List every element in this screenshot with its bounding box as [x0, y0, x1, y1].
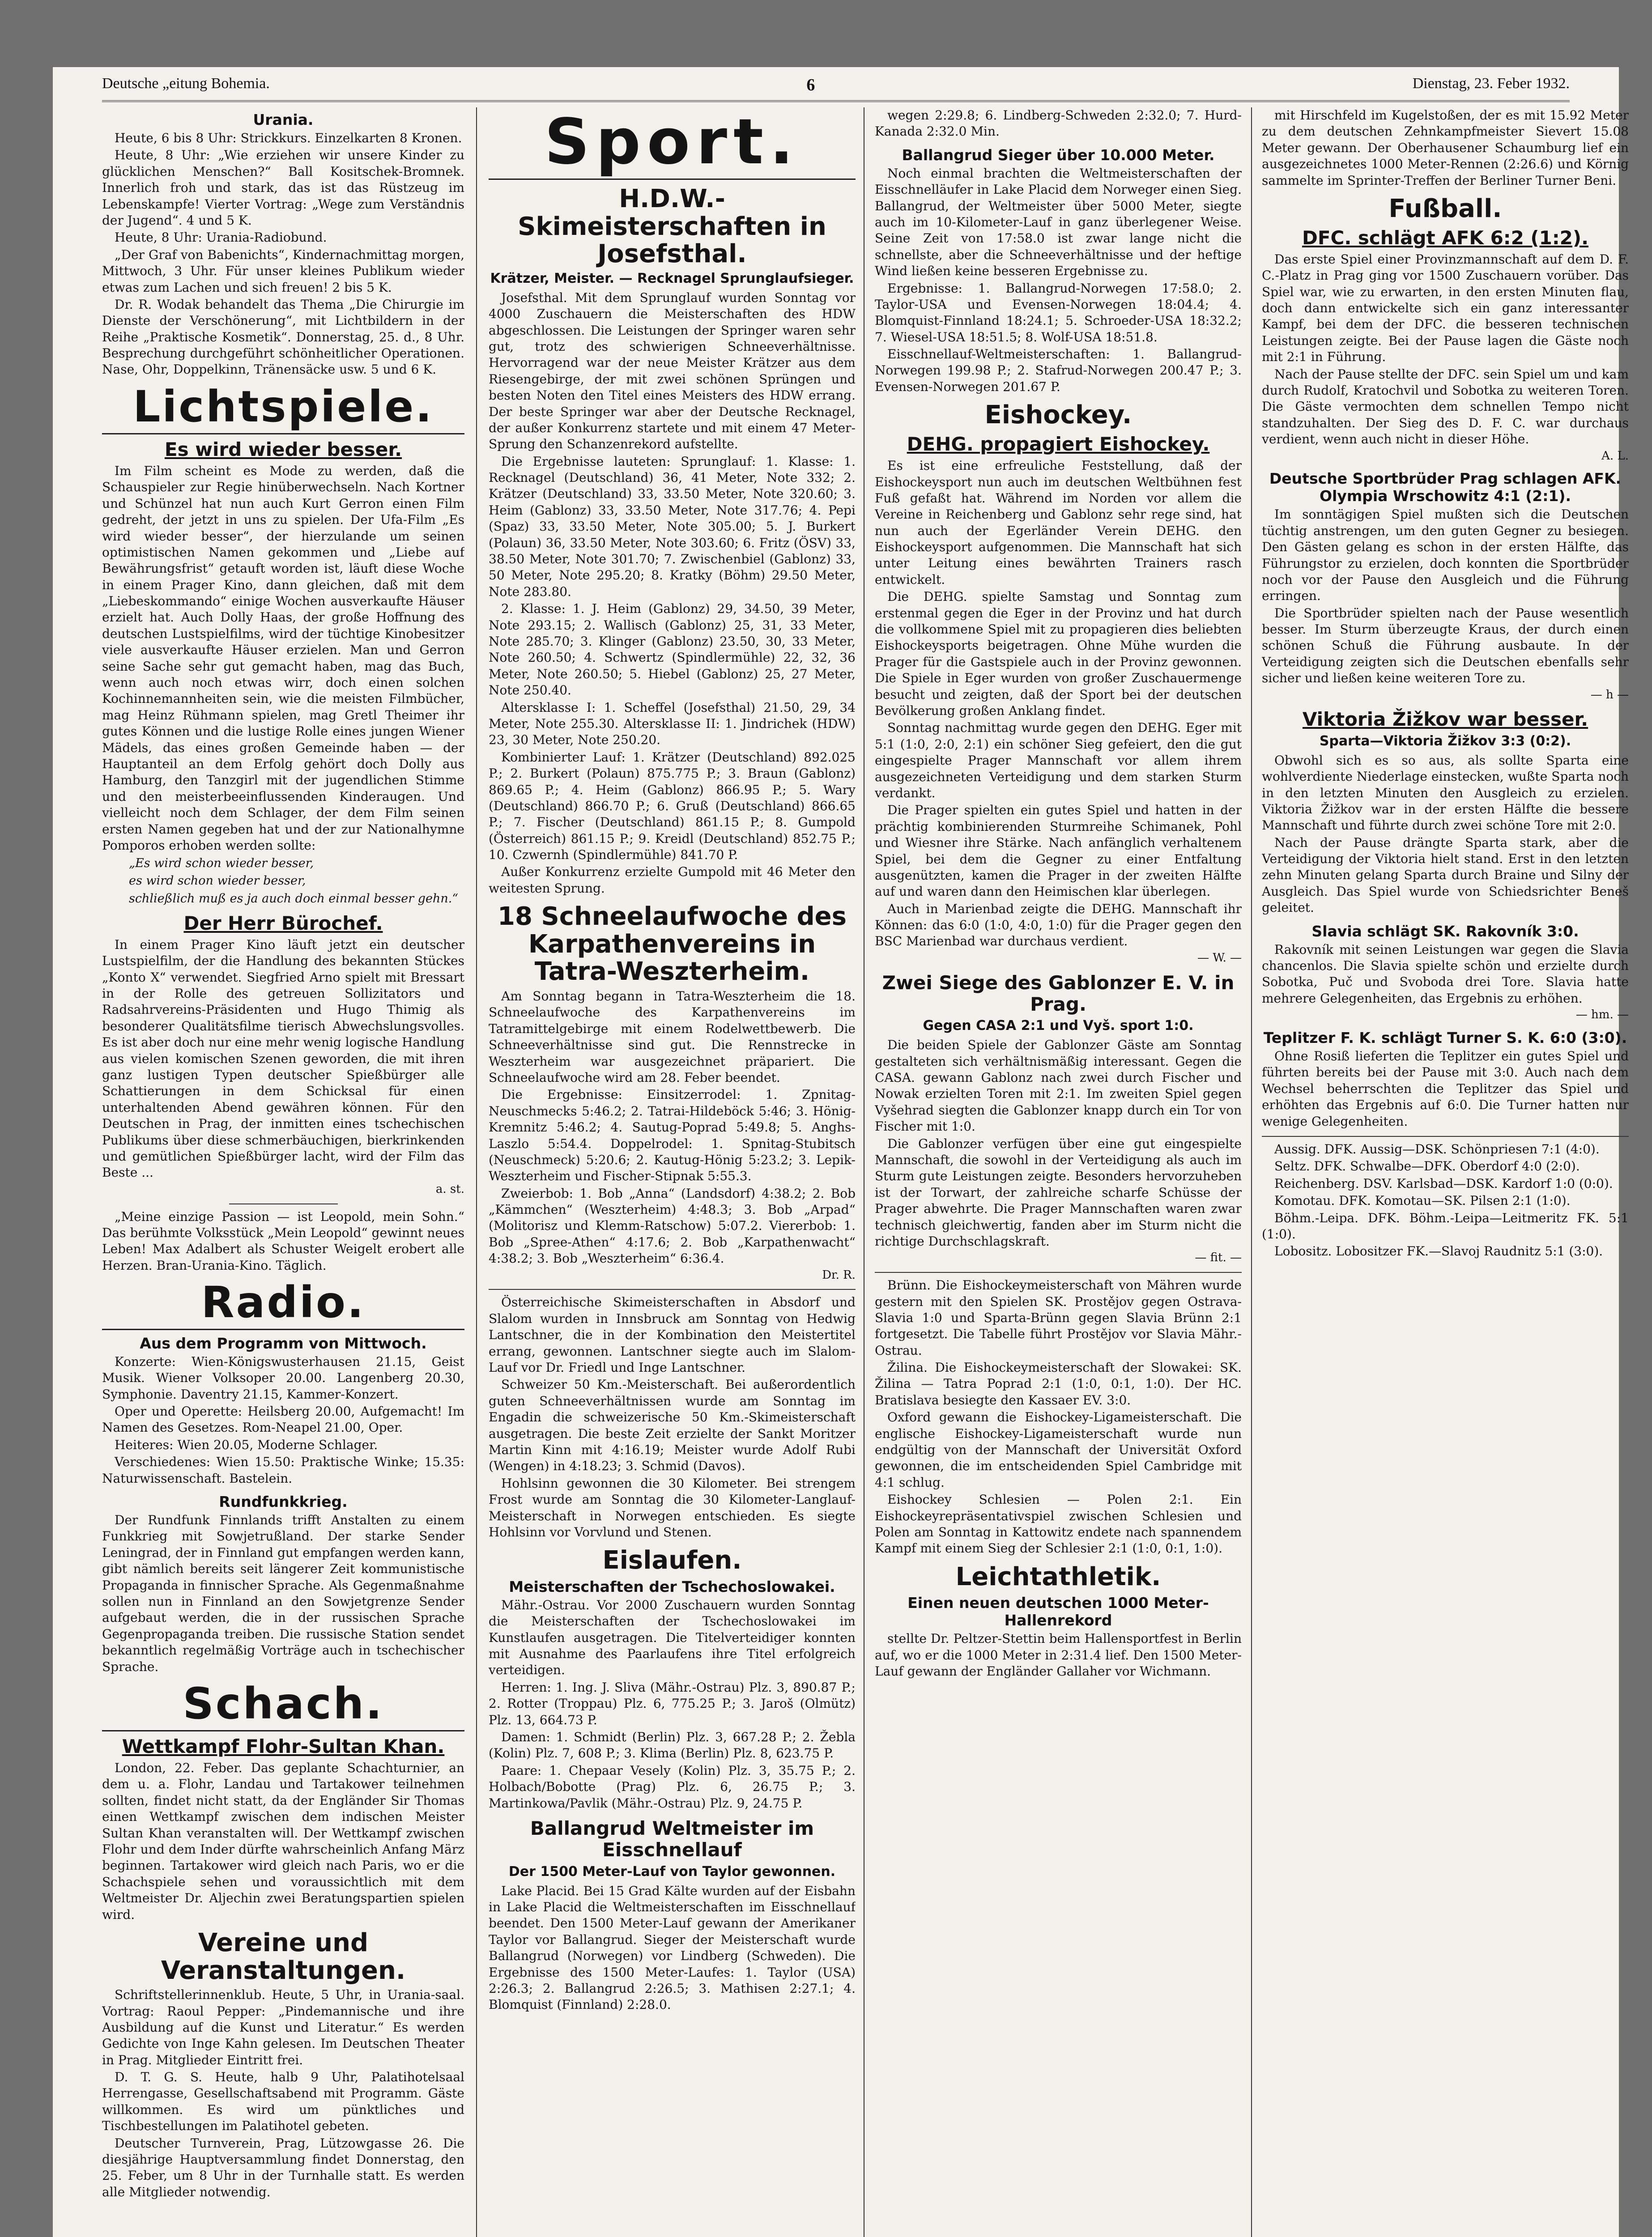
column-divider — [476, 107, 477, 2237]
page-number: 6 — [806, 76, 815, 94]
paragraph: Obwohl sich es so aus, als sollte Sparta eine wohlverdiente Niederlage einstecken, wußte Sparta noch in den letzten Minuten den Ausgleich zu erzielen. Viktoria Žižkov war in der ersten Hälfte die bessere Mannschaft und führte durch zwei schöne Tore mit 2:0. — [1262, 753, 1629, 833]
article-body — [875, 1037, 1242, 1266]
article-headline: H.D.W.-Skimeisterschaften in Josefsthal. — [518, 184, 826, 269]
paragraph: Paare: 1. Chepaar Vesely (Kolin) Plz. 3, 35.75 P.; 2. Holbach/Bobotte (Prag) Plz. 6, 26.75 P.; 3. Martinkowa/Pavlik (Mähr.-Ostrau) Plz. 9, 24.75 P. — [489, 1763, 856, 1811]
author-signature: a. st. — [435, 1182, 464, 1196]
section-heading-fussball: Fußball. — [1388, 194, 1502, 223]
paragraph: Heute, 6 bis 8 Uhr: Strickkurs. Einzelkarten 8 Kronen. — [115, 131, 462, 145]
paragraph: Sonntag nachmittag wurde gegen den DEHG. Eger mit 5:1 (1:0, 2:0, 2:1) ein schöner Sieg gefeiert, den die gut eingespielte Prager Mannschaft vor allem ihrem ausgezeichneten Verteidigung und dem starken Sturm verdankt. — [875, 720, 1242, 800]
article-subheadline: Sparta—Viktoria Žižkov 3:3 (0:2). — [1319, 733, 1571, 749]
paragraph: Konzerte: Wien-Königswusterhausen 21.15, Geist Musik. Wiener Volksoper 20.00. Langenberg 20.30, Symphonie. Daventry 21.15, Kammer-Konzert. — [102, 1354, 464, 1402]
paragraph: Eishockey Schlesien — Polen 2:1. Ein Eishockeyrepräsentativspiel zwischen Schlesien und Polen am Sonntag in Kattowitz endete nach spannendem Kampf mit einem Sieg der Schlesier 2:1 (1:0, 0:1, 1:0). — [875, 1492, 1242, 1556]
continued-text — [1262, 107, 1629, 189]
article-body — [489, 988, 856, 1283]
paragraph: Außer Konkurrenz erzielte Gumpold mit 46 Meter den weitesten Sprung. — [489, 864, 856, 896]
paragraph: Altersklasse I: 1. Scheffel (Josefsthal) 21.50, 29, 34 Meter, Note 255.30. Altersklasse II: 1. Jindrichek (HDW) 23, 30 Meter, Note 250.20. — [489, 700, 856, 748]
article-headline: Teplitzer F. K. schlägt Turner S. K. 6:0 (3:0). — [1263, 1029, 1627, 1046]
column-divider — [1251, 107, 1252, 2237]
result-line: Seltz. DFK. Schwalbe—DFK. Oberdorf 4:0 (2:0). — [1274, 1159, 1580, 1174]
article-headline: Deutsche Sportbrüder Prag schlagen AFK. Olympia Wrschowitz 4:1 (2:1). — [1269, 470, 1622, 505]
quote-line: es wird schon wieder besser, — [129, 874, 306, 888]
result-line: Reichenberg. DSV. Karlsbad—DSK. Kardorf 1:0 (0:0). — [1274, 1176, 1613, 1191]
paragraph: Das erste Spiel einer Provinzmannschaft auf dem D. F. C.-Platz in Prag ging vor 1500 Zuschauern vorüber. Das Spiel war, wie zu erwarten, in den ersten Minuten flau, doch dann entwickelte sich ein ganz interessanter Kampf, bei dem der DFC. die besseren technischen Leistungen zeigte. Bei der Pause lagen die Gäste noch mit 2:1 in Führung. — [1262, 251, 1629, 365]
article-body — [102, 1512, 464, 1675]
paragraph: London, 22. Feber. Das geplante Schachturnier, an dem u. a. Flohr, Landau und Tartakower teilnehmen sollten, findet nicht statt, da der Engländer Sir Thomas einen Wettkampf zwischen dem indischen Meister Sultan Khan veranstalten will. Der Wettkampf zwischen Flohr und dem Inder dürfte wahrscheinlich Anfang März beginnen. Tartakower wird gleich nach Paris, wo er die Schachspiele sehen und voraussichtlich mit dem Weltmeister Dr. Aljechin zwei Beratungspartien spielen wird. — [102, 1761, 464, 1922]
section-heading-eislaufen: Eislaufen. — [602, 1546, 742, 1575]
article-body — [102, 463, 464, 906]
paragraph: Am Sonntag begann in Tatra-Weszterheim die 18. Schneelaufwoche des Karpathenvereins im Tatramittelgebirge mit einem Rodelwettbewerb. Die Schneeverhältnisse sind gut. Die Rennstrecke in Weszterheim war ausgezeichnet präpariert. Die Schneelaufwoche wird am 28. Feber beendet. — [489, 989, 856, 1085]
column-3 — [875, 107, 1242, 2237]
paragraph: D. T. G. S. Heute, halb 9 Uhr, Palatihotelsaal Herrengasse, Gesellschaftsabend mit Programm. Gäste willkommen. Es wird um pünktliches und Tischbestellungen im Palatihotel gebeten. — [102, 2070, 464, 2134]
article-headline: Der Herr Bürochef. — [183, 912, 383, 934]
article-subheadline: Gegen CASA 2:1 und Vyš. sport 1:0. — [923, 1018, 1194, 1034]
article-body — [1262, 753, 1629, 916]
section-heading-radio: Radio. — [102, 1280, 464, 1330]
paragraph: Österreichische Skimeisterschaften in Absdorf und Slalom wurden in Innsbruck am Sonntag von Hedwig Lantschner, die in der Kombination den Meistertitel errang, gewonnen. Lantschner siegte auch im Slalom-Lauf vor Dr. Friedl und Inge Lantschner. — [489, 1295, 856, 1375]
quote-line: schließlich muß es ja auch doch einmal besser gehn.“ — [129, 891, 459, 906]
radio-program — [102, 1354, 464, 1487]
section-heading-vereine: Vereine und Veranstaltungen. — [161, 1928, 406, 1985]
paragraph: Im sonntägigen Spiel mußten sich die Deutschen tüchtig anstrengen, um den guten Gegner zu besiegen. Den Gästen gelang es schon in der ersten Hälfte, das Führungstor zu erzielen, doch konnten die Sportbrüder noch vor der Pause den Ausgleich und die Führung erringen. — [1262, 507, 1629, 604]
author-signature: — fit. — — [1195, 1251, 1242, 1265]
paragraph: Eisschnellauf-Weltmeisterschaften: 1. Ballangrud-Norwegen 199.98 P.; 2. Stafrud-Norwegen 200.47 P.; 3. Evensen-Norwegen 201.67 P. — [875, 347, 1242, 394]
paragraph: Heute, 8 Uhr: „Wie erziehen wir unsere Kinder zu glücklichen Menschen?“ Ball Kositschek-Bromnek. Innerlich froh und stark, das ist das Rüstzeug im Lebenskampfe! Vierter Vortrag: „Wege zum Verständnis der Jugend“. 4 und 5 K. — [102, 148, 464, 228]
article-subheadline: Krätzer, Meister. — Recknagel Sprunglaufsieger. — [490, 270, 854, 286]
paragraph: Oper und Operette: Heilsberg 20.00, Aufgemacht! Im Namen des Gesetzes. Rom-Neapel 21.00, Oper. — [102, 1404, 464, 1435]
paragraph: Žilina. Die Eishockeymeisterschaft der Slowakei: SK. Žilina — Tatra Poprad 2:1 (1:0, 0:1, 1:0). Der HC. Bratislava besiegte den Kassaer EV. 3:0. — [875, 1360, 1242, 1408]
author-signature: A. L. — [1601, 449, 1629, 463]
column-1 — [102, 107, 464, 2237]
article-body — [1262, 1048, 1629, 1130]
masthead-left: Deutsche „eitung Bohemia. — [102, 75, 270, 92]
author-signature: Dr. R. — [822, 1268, 856, 1282]
paragraph: Es ist eine erfreuliche Feststellung, daß der Eishockeysport nun auch im deutschen Weltbühnen fest Fuß gefaßt hat. Während im Norden vor allem die Vereine in Reichenberg und Gablonz sehr rege sind, hat nun auch der Egerländer Verein DEHG. den Eishockeysport aufgenommen. Die Mannschaft hat sich unter Leitung eines bewährten Trainers rasch entwickelt. — [875, 458, 1242, 587]
quote-line: „Es wird schon wieder besser, — [129, 856, 314, 871]
section-heading-schach: Schach. — [102, 1681, 464, 1731]
paragraph: Hohlsinn gewonnen die 30 Kilometer. Bei strengem Frost wurde am Sonntag die 30 Kilometer-Langlauf-Meisterschaft in Norwegen entschieden. Es siegte Hohlsinn vor Vorvlund und Stenen. — [489, 1476, 856, 1540]
article-headline: DEHG. propagiert Eishockey. — [907, 433, 1210, 455]
paragraph: Die Sportbrüder spielten nach der Pause wesentlich besser. Im Sturm überzeugte Kraus, der durch einen schönen Schuß die Führung ausbaute. In der Verteidigung zeigten sich die Deutschen ebenfalls sehr sicher und ließen keine weiteren Tore zu. — [1262, 605, 1629, 686]
result-line: Aussig. DFK. Aussig—DSK. Schönpriesen 7:1 (4:0). — [1274, 1141, 1600, 1157]
paragraph: Nach der Pause stellte der DFC. sein Spiel um und kam durch Rudolf, Kratochvil und Sobotka zu weiteren Toren. Die Gäste vermochten dem schnellen Tempo nicht standzuhalten. Der Sieg des D. F. C. war durchaus verdient, wenn auch nicht in dieser Höhe. — [1262, 366, 1629, 447]
paragraph: Nach der Pause drängte Sparta stark, aber die Verteidigung der Viktoria hielt stand. Erst in den letzten zehn Minuten gelang Sparta durch Braine und Silny der Ausgleich. Das Spiel wurde von Schiedsrichter Beneš geleitet. — [1262, 835, 1629, 915]
article-body — [102, 937, 464, 1197]
article-body — [1262, 251, 1629, 464]
article-subheadline: Der 1500 Meter-Lauf von Taylor gewonnen. — [508, 1863, 836, 1880]
section-heading-urania: Urania. — [253, 111, 314, 128]
article-headline: DFC. schlägt AFK 6:2 (1:2). — [1302, 226, 1589, 249]
article-headline: Slavia schlägt SK. Rakovník 3:0. — [1311, 922, 1579, 940]
article-body — [1262, 506, 1629, 702]
paragraph: Die DEHG. spielte Samstag und Sonntag zum erstenmal gegen die Eger in der Provinz und hat durch die vollkommene Spiel mit zu propagieren dies beliebten Eishockeysports beigetragen. Ohne Mühe wurden die Prager für die Gastspiele auch in der Provinz gewonnen. Die Spiele in Eger wurden von großer Zuschauermenge besucht und zeigten, daß der Sport bei der deutschen Bevölkerung großen Anklang findet. — [875, 589, 1242, 718]
result-line: Lobositz. Lobositzer FK.—Slavoj Raudnitz 5:1 (3:0). — [1274, 1244, 1603, 1259]
urania-notices — [102, 130, 464, 378]
article-headline: Zwei Siege des Gablonzer E. V. in Prag. — [882, 971, 1235, 1015]
paragraph: Deutscher Turnverein, Prag, Lützowgasse 26. Die diesjährige Hauptversammlung findet Donnerstag, den 25. Feber, um 8 Uhr in der Turnhalle statt. Es werden alle Mitglieder notwendig. — [102, 2135, 464, 2199]
article-headline: Ballangrud Weltmeister im Eisschnellauf — [530, 1817, 814, 1861]
paragraph: mit Hirschfeld im Kugelstoßen, der es mit 15.92 Meter zu dem deutschen Zehnkampfmeister Sievert 15.08 Meter gewann. Der Oberhausener Schaumburg lief ein ausgezeichnetes 1000 Meter-Rennen (2:26.6) und Körnig sammelte im Sprinter-Treffen der Berliner Turner Beni. — [1262, 108, 1629, 188]
paragraph: Kombinierter Lauf: 1. Krätzer (Deutschland) 892.025 P.; 2. Burkert (Polaun) 875.775 P.; 3. Braun (Gablonz) 869.65 P.; 4. Heim (Gablonz) 866.95 P.; 5. Wary (Deutschland) 866.70 P.; 6. Gruß (Deutschland) 866.65 P.; 7. Fischer (Deutschland) 861.15 P.; 8. Gumpold (Österreich) 861.15 P.; 9. Kreidl (Deutschland) 852.75 P.; 10. Czwernh (Spindlermühle) 841.70 P. — [489, 749, 856, 863]
author-signature: — hm. — — [1575, 1008, 1629, 1022]
paragraph: stellte Dr. Peltzer-Stettin beim Hallensportfest in Berlin auf, wo er die 1000 Meter in 2:31.4 lief. Den 1500 Meter-Lauf gewann der Engländer Gallaher vor Wichmann. — [875, 1631, 1242, 1679]
result-line: Komotau. DFK. Komotau—SK. Pilsen 2:1 (1:0). — [1274, 1193, 1571, 1208]
paragraph: Rakovník mit seinen Leistungen war gegen die Slavia chancenlos. Die Slavia spielte schön und erzielte durch Sobotka, Puč und Svoboda drei Tore. Slavia hatte mehrere Gelegenheiten, das Ergebnis zu erhöhen. — [1262, 942, 1629, 1006]
news-brief — [875, 1277, 1242, 1557]
paragraph: Im Film scheint es Mode zu werden, daß die Schauspieler zur Regie hinüberwechseln. Nach Kortner und Schünzel hat nun auch Kurt Gerron einen Film gedreht, der jetzt in uns zu spielen. Der Ufa-Film „Es wird wieder besser“, der hierzulande um seinen optimistischen Namen gekommen und „Liebe auf Bewährungsfrist“ getauft worden ist, läuft diese Woche in einem Prager Kino, dann gleichen, daß mit dem „Liebeskommando“ einige Wochen ausverkaufte Häuser erzielt hat. Auch Dolly Haas, der große Hoffnung des deutschen Lustspielfilms, wird der tüchtige Kinobesitzer viele ausverkaufte Häuser erzielen. Man und Gerron seine Sache sehr gut gemacht haben, mag das Buch, wenn auch noch etwas wirr, doch einen solchen Kochinnemannheiten sein, wie die meisten Filmbücher, mag Heinz Rühmann spielen, mag Gretl Theimer ihr gutes Können und die lustige Rolle eines jungen Wiener Mädels, das eines großen Gemeinde haben — der Hauptanteil an dem Erfolg gehört doch Dolly aus Hamburg, den Tanzgirl mit der jugendlichen Stimme und den meisterbeeinflussenden Kinderaugen. Und vielleicht noch dem Schlager, der dem Film seinen ersten Namen gegeben hat und der zur Nationalhymne Pomporos erhoben werden sollte: — [102, 463, 464, 853]
paragraph: Josefsthal. Mit dem Sprunglauf wurden Sonntag vor 4000 Zuschauern die Meisterschaften des HDW abgeschlossen. Die Leistungen der Springer waren sehr gut, trotz des schwierigen Schneeverhältnisse. Hervorragend war der neue Meister Krätzer aus dem Riesengebirge, der mit zwei schönen Sprüngen und besten Noten den Titel eines Meisters des HDW errang. Der beste Springer war aber der Deutsche Recknagel, der außer Konkurrenz startete und mit einem 47 Meter-Sprung den Schanzenrekord aufstellte. — [489, 290, 856, 452]
paragraph: Brünn. Die Eishockeymeisterschaft von Mähren wurde gestern mit den Spielen SK. Prostějov gegen Ostrava-Slavia 1:0 und Sparta-Brünn gegen Slavia Brünn 2:1 fortgesetzt. Die Tabelle führt Prostějov vor Slavia Mähr.-Ostrau. — [875, 1278, 1242, 1358]
paragraph: Die Ergebnisse lauteten: Sprunglauf: 1. Klasse: 1. Recknagel (Deutschland) 36, 41 Meter, Note 332; 2. Krätzer (Deutschland) 33, 33.50 Meter, Note 320.60; 3. Heim (Gablonz) 33, 33.50 Meter, Note 317.76; 4. Pepi (Spaz) 33, 33.50 Meter, Note 305.00; 5. J. Burkert (Polaun) 36, 33.50 Meter, Note 303.60; 6. Fritz (ÖSV) 33, 38.50 Meter, Note 301.70; 7. Zwischenbiel (Gablonz) 33, 50 Meter, Note 295.20; 8. Kratky (Böhm) 29.50 Meter, Note 283.80. — [489, 454, 856, 599]
paragraph: Ergebnisse: 1. Ballangrud-Norwegen 17:58.0; 2. Taylor-USA und Evensen-Norwegen 18:04.4; 4. Blomquist-Finnland 18:24.1; 5. Schroeder-USA 18:32.2; 7. Wiesel-USA 18:51.5; 8. Wolf-USA 18:51.8. — [875, 281, 1242, 344]
author-signature: — W. — — [1197, 951, 1242, 965]
paragraph: „Meine einzige Passion — ist Leopold, mein Sohn.“ Das berühmte Volksstück „Mein Leopold“ gewinnt neues Leben! Max Adalbert als Schuster Weigelt erobert alle Herzen. Bran-Urania-Kino. Täglich. — [102, 1209, 464, 1273]
paragraph: Der Rundfunk Finnlands trifft Anstalten zu einem Funkkrieg mit Sowjetrußland. Der starke Sender Leningrad, der in Finnland gut empfangen werden kann, gibt nämlich bereits seit längerer Zeit kommunistische Propaganda in finnischer Sprache. Als Gegenmaßnahme sollen nun in Finnland an den Sowjetgrenze Sender aufgebaut werden, die in der russischen Sprache Gegenpropaganda treiben. Die russische Station sendet bekanntlich regelmäßig Vorträge auch in tschechischer Sprache. — [102, 1513, 464, 1674]
column-4 — [1262, 107, 1629, 2237]
article-headline: Viktoria Žižkov war besser. — [1302, 708, 1588, 731]
paragraph: Die Prager spielten ein gutes Spiel und hatten in der prächtig kombinierenden Sturmreihe Schimanek, Pohl und Wiesner ihre Stärke. Nach anfänglich verhaltenem Spiel, bei dem die Gegner zu einer Entfaltung ausgenützten, kamen die Prager in der zweiten Hälfte auf und waren dann den Heimischen klar überlegen. — [875, 803, 1242, 899]
subheading: Aus dem Programm von Mittwoch. — [140, 1334, 427, 1352]
paragraph: Zweierbob: 1. Bob „Anna“ (Landsdorf) 4:38.2; 2. Bob „Kämmchen“ (Weszterheim) 4:48.3; 3. Bob „Arpad“ (Molitorisz und Klemm-Ratschow) 5:07.2. Viererbob: 1. Bob „Spree-Athen“ 4:17.6; 2. Bob „Karpathenwacht“ 4:38.2; 3. Bob „Weszterheim“ 6:36.4. — [489, 1186, 856, 1266]
article-headline: Ballangrud Sieger über 10.000 Meter. — [902, 146, 1215, 164]
paragraph: Noch einmal brachten die Weltmeisterschaften der Eisschnelläufer in Lake Placid dem Norweger einen Sieg. Ballangrud, der Weltmeister über 5000 Meter, siegte auch im 10-Kilometer-Lauf in ganz überlegener Weise. Seine Zeit von 17:58.0 ist zwar lange nicht die schnellste, aber die Schneeverhältnisse und der heftige Wind ließen keine besseren Ergebnisse zu. — [875, 166, 1242, 279]
cinema-notice — [102, 1209, 464, 1274]
paragraph: Heute, 8 Uhr: Urania-Radiobund. — [115, 230, 327, 245]
divider — [489, 1289, 856, 1290]
article-headline: 18 Schneelaufwoche des Karpathenvereins in Tatra-Weszterheim. — [497, 902, 847, 987]
article-body — [489, 1883, 856, 2013]
paragraph: Schweizer 50 Km.-Meisterschaft. Bei außerordentlich guten Schneeverhältnissen wurde am Sonntag im Engadin die schweizerische 50 Km.-Skimeisterschaft ausgetragen. Die beste Zeit erzielte der Sankt Moritzer Martin Kinn mit 4:16.19; Meister wurde Adolf Rubi (Wengen) in 4:18.23; 3. Schmid (Davos). — [489, 1377, 856, 1474]
paragraph: „Der Graf von Babenichts“, Kindernachmittag morgen, Mittwoch, 3 Uhr. Für unser kleines Publikum wieder etwas zum Lachen und sich freuen! 2 bis 5 K. — [102, 247, 464, 295]
paragraph: Heiteres: Wien 20.05, Moderne Schlager. — [115, 1437, 378, 1452]
news-brief — [489, 1294, 856, 1540]
author-signature: — h — — [1590, 688, 1629, 702]
paragraph: Auch in Marienbad zeigte die DEHG. Mannschaft ihr Können: das 6:0 (1:0, 4:0, 1:0) für die Prager gegen den BSC Marienbad war durchaus verdient. — [875, 901, 1242, 949]
article-body — [489, 1597, 856, 1812]
paragraph: Ohne Rosiß lieferten die Teplitzer ein gutes Spiel und führten bereits bei der Pause mit 3:0. Auch nach dem Wechsel beherrschten die Teplitzer das Spiel und erhöhten das Ergebnis auf 6:0. Die Turner hatten nur wenige Gelegenheiten. — [1262, 1048, 1629, 1129]
column-2 — [489, 107, 856, 2237]
paragraph: Verschiedenes: Wien 15.50: Praktische Winke; 15.35: Naturwissenschaft. Bastelein. — [102, 1454, 464, 1486]
paragraph: Die Ergebnisse: Einsitzerrodel: 1. Zpnitag-Neuschmecks 5:46.2; 2. Tatrai-Hildeböck 5:46; 3. Hönig-Kremnitz 5:46.2; 4. Sautug-Poprad 5:49.8; 5. Anghs-Laszlo 5:54.4. Doppelrodel: 1. Spnitag-Stubitsch (Neuschmeck) 5:20.6; 2. Kautug-Hönig 5:23.2; 3. Lepik-Weszterheim und Fischer-Stipnak 5:55.3. — [489, 1087, 856, 1184]
section-heading-sport: Sport. — [489, 109, 856, 180]
section-heading-eishockey: Eishockey. — [984, 400, 1132, 430]
article-body — [875, 1631, 1242, 1680]
running-header — [102, 72, 1570, 99]
article-body — [489, 290, 856, 897]
paragraph: Die Gablonzer verfügen über eine gut eingespielte Mannschaft, die sowohl in der Verteidigung als auch im Sturm gute Leistungen zeigte. Besonders hervorzuheben ist der Torwart, der zahlreiche scharfe Schüsse der Prager abwehrte. Die Prager Mannschaften waren zwar technisch gleichwertig, fanden aber im Sturm nicht die richtige Durchschlagskraft. — [875, 1136, 1242, 1249]
article-body — [1262, 942, 1629, 1023]
article-body — [875, 166, 1242, 395]
paragraph: Oxford gewann die Eishockey-Ligameisterschaft. Die englische Eishockey-Ligameisterschaft wurde nun endgültig von der Mannschaft der Universität Oxford gewonnen, die im entscheidenden Spiel Cambridge mit 4:1 schlug. — [875, 1410, 1242, 1490]
paragraph: Damen: 1. Schmidt (Berlin) Plz. 3, 667.28 P.; 2. Žebla (Kolin) Plz. 7, 608 P.; 3. Klima (Berlin) Plz. 8, 623.75 P. — [489, 1730, 856, 1761]
paragraph: Die beiden Spiele der Gablonzer Gäste am Sonntag gestalteten sich verhältnismäßig interessant. Gegen die CASA. gewann Gablonz nach zwei durch Fischer und Nowak erzielten Toren mit 2:1. Im zweiten Spiel gegen Vyšehrad siegten die Gablonzer knapp durch ein Tor von Fischer mit 1:0. — [875, 1038, 1242, 1134]
section-heading-leichtathletik: Leichtathletik. — [955, 1562, 1161, 1591]
section-heading-lichtspiele: Lichtspiele. — [102, 384, 464, 434]
article-body — [102, 1760, 464, 1923]
paragraph: Schriftstellerinnenklub. Heute, 5 Uhr, in Urania-saal. Vortrag: Raoul Pepper: „Pindemannische und ihre Ausbildung auf die Kunst und Literatur.“ Es werden Gedichte von Inge Kahn gelesen. Im Deutschen Theater in Prag. Mitglieder Eintritt frei. — [102, 1987, 464, 2067]
article-body — [875, 458, 1242, 966]
divider — [1262, 1136, 1629, 1137]
continued-text — [875, 107, 1242, 140]
paragraph: In einem Prager Kino läuft jetzt ein deutscher Lustspielfilm, der die Handlung des bekannten Stückes „Konto X“ verwendet. Siegfried Arno spielt mit Bressart in der Rolle des getreuen Sollizitators und Radsahrvereins-Präsidenten und Hugo Thimig als besonderer Qualitätsfilme tierisch Abwechslungsvolles. Es ist aber doch nur eine mehr wenig logische Handlung aus vielen komischen Szenen geworden, die mit ihren ganz lustigen Typen deutscher Spießbürger alle Schattierungen in dem Schicksal für einen unterhaltenden Abend gewähren können. Für den Deutschen in Prag, der inmitten eines tschechischen Publikums über diese schmerbäuchigen, bierkrinkenden und gemütlichen Spießbürger lacht, wird der Film das Beste ... — [102, 937, 464, 1180]
paragraph: Dr. R. Wodak behandelt das Thema „Die Chirurgie im Dienste der Verschönerung“, mit Lichtbildern in der Reihe „Praktische Kosmetik“. Donnerstag, 25. d., 8 Uhr. Besprechung durchgeführt schönheitlicher Operationen. Nase, Ohr, Doppelkinn, Tränensäcke usw. 5 und 6 K. — [102, 297, 464, 377]
paragraph: Mähr.-Ostrau. Vor 2000 Zuschauern wurden Sonntag die Meisterschaften der Tschechoslowakei im Kunstlaufen ausgetragen. Die Titelverteidiger konnten mit Ausnahme des Paarlaufens ihre Titel erfolgreich verteidigen. — [489, 1597, 856, 1678]
divider — [875, 1272, 1242, 1273]
article-headline: Rundfunkkrieg. — [219, 1493, 348, 1511]
header-rule — [102, 100, 1570, 102]
result-line: Böhm.-Leipa. DFK. Böhm.-Leipa—Leitmeritz FK. 5:1 (1:0). — [1262, 1210, 1629, 1242]
match-results — [1262, 1141, 1629, 1260]
paragraph: Herren: 1. Ing. J. Sliva (Mähr.-Ostrau) Plz. 3, 890.87 P.; 2. Rotter (Troppau) Plz. 6, 775.25 P.; 3. Jaroš (Olmütz) Plz. 13, 664.73 P. — [489, 1680, 856, 1727]
article-headline: Einen neuen deutschen 1000 Meter-Hallenrekord — [907, 1594, 1209, 1629]
subheading: Meisterschaften der Tschechoslowakei. — [509, 1578, 835, 1595]
paragraph: wegen 2:29.8; 6. Lindberg-Schweden 2:32.0; 7. Hurd-Kanada 2:32.0 Min. — [875, 108, 1242, 139]
issue-date: Dienstag, 23. Feber 1932. — [1412, 75, 1570, 92]
club-notices — [102, 1987, 464, 2200]
article-headline: Es wird wieder besser. — [164, 438, 402, 460]
article-headline: Wettkampf Flohr-Sultan Khan. — [122, 1735, 445, 1757]
paragraph: Lake Placid. Bei 15 Grad Kälte wurden auf der Eisbahn in Lake Placid die Weltmeisterschaften im Eisschnellauf beendet. Den 1500 Meter-Lauf gewann der Amerikaner Taylor vor Ballangrud. Sieger der Meisterschaft wurde Ballangrud (Norwegen) vor Lindberg (Schweden). Die Ergebnisse des 1500 Meter-Laufes: 1. Taylor (USA) 2:26.3; 2. Ballangrud 2:26.5; 3. Mathisen 2:27.1; 4. Blomquist (Finnland) 2:28.0. — [489, 1883, 856, 2012]
paragraph: 2. Klasse: 1. J. Heim (Gablonz) 29, 34.50, 39 Meter, Note 293.15; 2. Wallisch (Gablonz) 25, 31, 33 Meter, Note 285.70; 3. Klinger (Gablonz) 23.50, 30, 33 Meter, Note 260.50; 4. Schwertz (Spindlermühle) 22, 32, 36 Meter, Note 260.50; 5. Hiebel (Gablonz) 25, 27 Meter, Note 250.40. — [489, 601, 856, 698]
